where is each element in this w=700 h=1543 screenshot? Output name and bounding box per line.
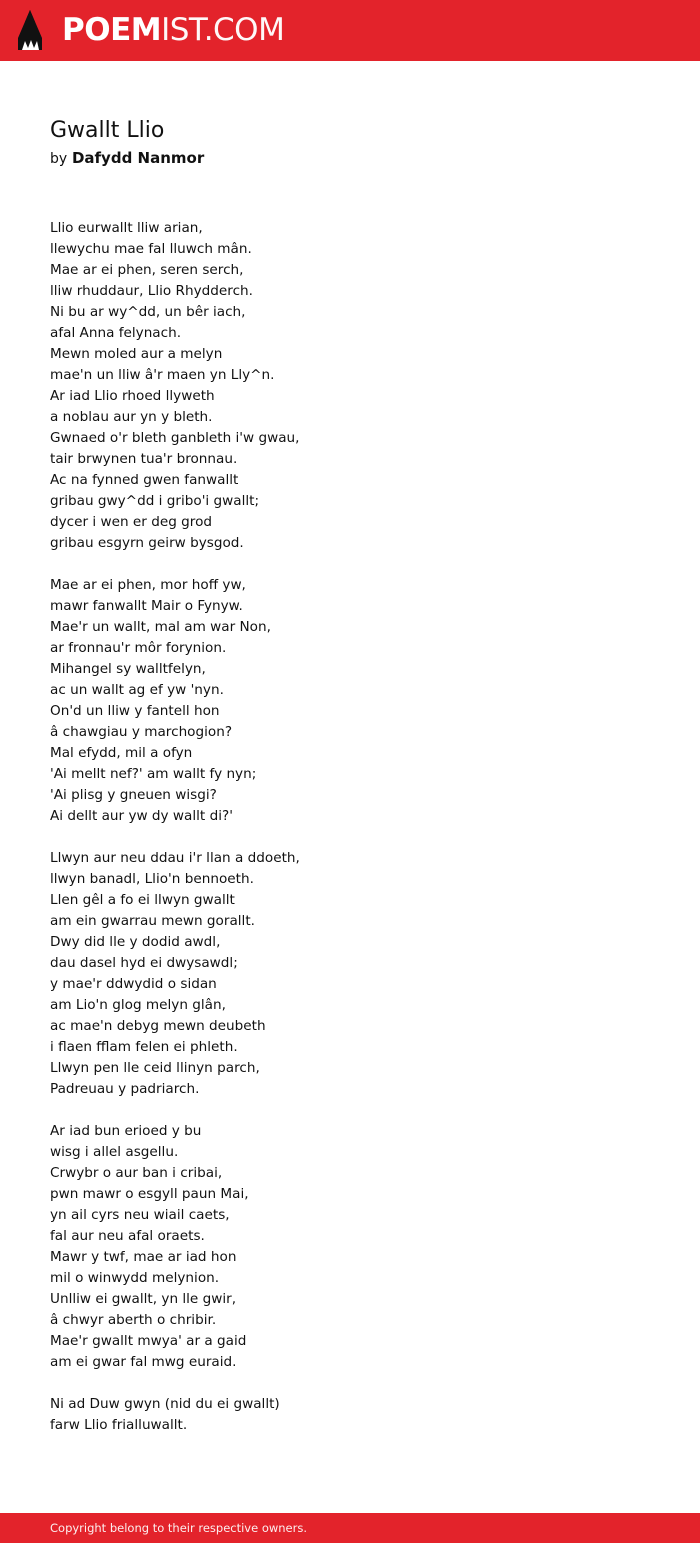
- poem-line: lliw rhuddaur, Llio Rhydderch.: [50, 283, 253, 299]
- poem-line: Mihangel sy walltfelyn,: [50, 661, 206, 677]
- site-logo-link[interactable]: [62, 12, 284, 48]
- poem-line: Gwnaed o'r bleth ganbleth i'w gwau,: [50, 430, 300, 446]
- poem-line: Unlliw ei gwallt, yn lle gwir,: [50, 1291, 237, 1307]
- poem-line: Ar iad Llio rhoed llyweth: [50, 388, 215, 404]
- poem-line: i flaen fflam felen ei phleth.: [50, 1039, 238, 1055]
- poem-line: Crwybr o aur ban i cribai,: [50, 1165, 223, 1181]
- poem-line: Llwyn pen lle ceid llinyn parch,: [50, 1060, 260, 1076]
- poem-line: On'd un lliw y fantell hon: [50, 703, 220, 719]
- poem-body: [50, 218, 650, 1457]
- poem-line: Llwyn aur neu ddau i'r llan a ddoeth,: [50, 850, 300, 866]
- poem-line: am Lio'n glog melyn glân,: [50, 997, 226, 1013]
- poem-line: ac mae'n debyg mewn deubeth: [50, 1018, 266, 1034]
- poem-line: Mawr y twf, mae ar iad hon: [50, 1249, 237, 1265]
- poem-line: 'Ai mellt nef?' am wallt fy nyn;: [50, 766, 257, 782]
- poem-line: â chawgiau y marchogion?: [50, 724, 233, 740]
- author-link[interactable]: Dafydd Nanmor: [71, 149, 205, 167]
- poem-line: mawr fanwallt Mair o Fynyw.: [50, 598, 243, 614]
- poem-line: dycer i wen er deg grod: [50, 514, 213, 530]
- poem-line: Ni ad Duw gwyn (nid du ei gwallt): [50, 1396, 280, 1412]
- poem-line: afal Anna felynach.: [50, 325, 182, 341]
- poem-line: dau dasel hyd ei dwysawdl;: [50, 955, 238, 971]
- site-header: [0, 0, 700, 61]
- poem-line: Ai dellt aur yw dy wallt di?': [50, 808, 233, 824]
- poem-line: ar fronnau'r môr forynion.: [50, 640, 227, 656]
- poem-line: tair brwynen tua'r bronnau.: [50, 451, 238, 467]
- poem-line: Mewn moled aur a melyn: [50, 346, 223, 362]
- poem-line: am ein gwarrau mewn gorallt.: [50, 913, 255, 929]
- poem-stanza: [50, 1121, 650, 1373]
- copyright-text: Copyright belong to their respective owners.: [50, 1521, 308, 1535]
- poem-line: am ei gwar fal mwg euraid.: [50, 1354, 237, 1370]
- poem-line: Ni bu ar wy^dd, un bêr iach,: [50, 304, 246, 320]
- poem-line: farw Llio frialluwallt.: [50, 1417, 188, 1433]
- poem-stanza: [50, 218, 650, 554]
- poem-line: pwn mawr o esgyll paun Mai,: [50, 1186, 249, 1202]
- poem-stanza: [50, 575, 650, 827]
- poem-line: Mae ar ei phen, mor hoff yw,: [50, 577, 246, 593]
- poem-line: mil o winwydd melynion.: [50, 1270, 220, 1286]
- poem-line: a noblau aur yn y bleth.: [50, 409, 213, 425]
- poem-stanza: [50, 848, 650, 1100]
- poem-line: yn ail cyrs neu wiail caets,: [50, 1207, 230, 1223]
- byline: [50, 148, 650, 169]
- poem-line: â chwyr aberth o chribir.: [50, 1312, 217, 1328]
- pencil-logo-icon[interactable]: [16, 8, 44, 52]
- poem-line: gribau esgyrn geirw bysgod.: [50, 535, 244, 551]
- poem-line: 'Ai plisg y gneuen wisgi?: [50, 787, 217, 803]
- poem-line: ac un wallt ag ef yw 'nyn.: [50, 682, 224, 698]
- poem-heading: [50, 116, 650, 169]
- poem-line: llwyn banadl, Llio'n bennoeth.: [50, 871, 254, 887]
- poem-line: Llen gêl a fo ei llwyn gwallt: [50, 892, 235, 908]
- poem-line: llewychu mae fal lluwch mân.: [50, 241, 252, 257]
- poem-line: Ac na fynned gwen fanwallt: [50, 472, 239, 488]
- poem-line: Padreuau y padriarch.: [50, 1081, 200, 1097]
- poem-title: Gwallt Llio: [50, 118, 165, 143]
- poem-line: Mal efydd, mil a ofyn: [50, 745, 193, 761]
- poem-line: wisg i allel asgellu.: [50, 1144, 179, 1160]
- poem-line: Mae'r un wallt, mal am war Non,: [50, 619, 271, 635]
- by-label: by: [50, 151, 68, 167]
- poem-line: fal aur neu afal oraets.: [50, 1228, 205, 1244]
- poem-line: Ar iad bun erioed y bu: [50, 1123, 202, 1139]
- poem-line: Llio eurwallt lliw arian,: [50, 220, 203, 236]
- site-footer: [0, 1513, 700, 1543]
- poem-stanza: [50, 1394, 650, 1436]
- poem-line: Mae'r gwallt mwya' ar a gaid: [50, 1333, 247, 1349]
- logo-bold-text: POEM: [62, 12, 162, 48]
- poem-line: Mae ar ei phen, seren serch,: [50, 262, 244, 278]
- poem-line: gribau gwy^dd i gribo'i gwallt;: [50, 493, 260, 509]
- poem-line: mae'n un lliw â'r maen yn Lly^n.: [50, 367, 275, 383]
- poem-line: y mae'r ddwydid o sidan: [50, 976, 217, 992]
- poem-line: Dwy did lle y dodid awdl,: [50, 934, 221, 950]
- logo-light-text: IST.COM: [161, 12, 285, 48]
